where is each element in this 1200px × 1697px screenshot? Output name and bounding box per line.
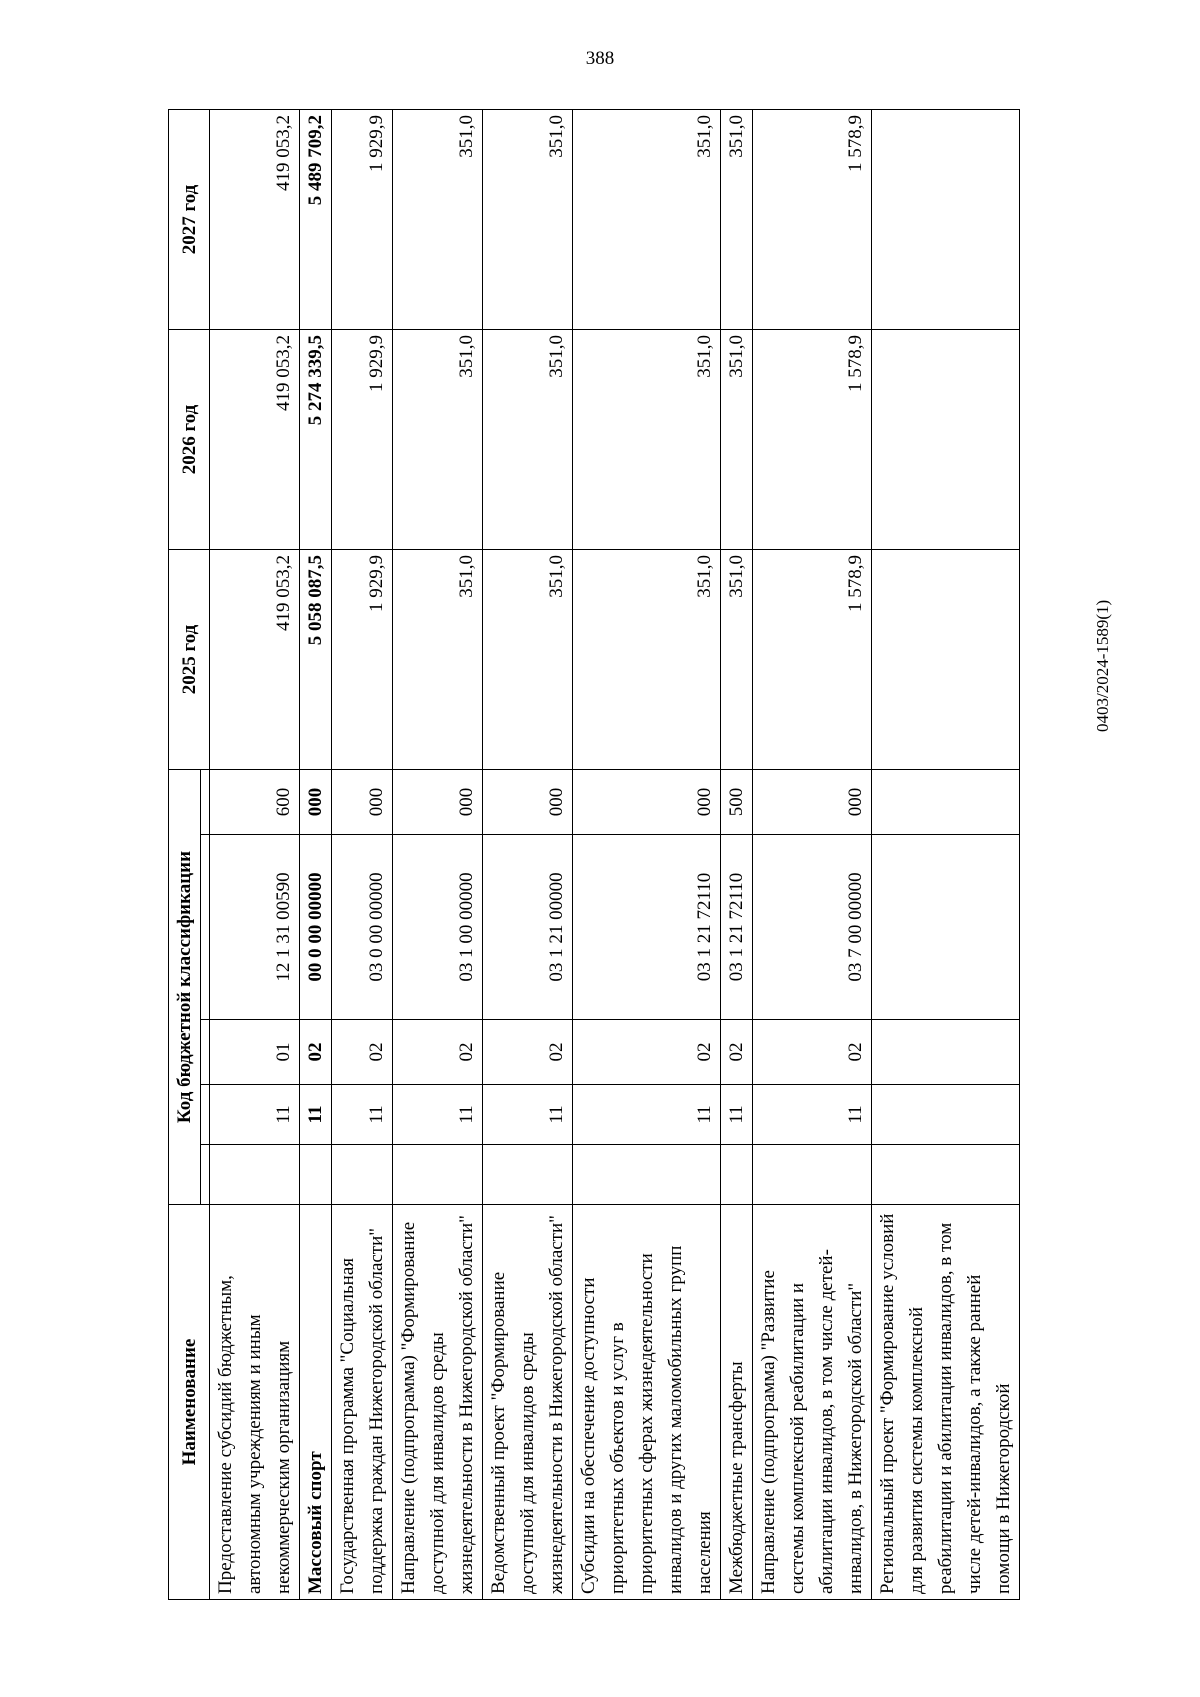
row-rz: 11 bbox=[210, 1085, 300, 1145]
row-csr bbox=[872, 835, 1020, 1020]
header-2027: 2027 год bbox=[169, 109, 210, 329]
row-csr: 03 7 00 00000 bbox=[753, 835, 872, 1020]
row-empty-cell bbox=[872, 1145, 1020, 1205]
row-vr bbox=[872, 769, 1020, 834]
table-row bbox=[753, 109, 872, 1599]
row-vr: 600 bbox=[210, 769, 300, 834]
row-empty-cell bbox=[483, 1145, 573, 1205]
row-rz: 11 bbox=[300, 1085, 332, 1145]
row-name: Предоставление субсидий бюджетным, автономным учреждениям и иным некоммерческим организациям bbox=[210, 1205, 300, 1600]
row-vr: 000 bbox=[300, 769, 332, 834]
row-pr bbox=[872, 1020, 1020, 1085]
row-2027: 419 053,2 bbox=[210, 109, 300, 329]
row-2027 bbox=[872, 109, 1020, 329]
row-2027: 351,0 bbox=[573, 109, 721, 329]
row-2025: 351,0 bbox=[721, 549, 753, 769]
table-row bbox=[573, 109, 721, 1599]
row-2026: 351,0 bbox=[393, 329, 483, 549]
row-pr: 01 bbox=[210, 1020, 300, 1085]
row-pr: 02 bbox=[393, 1020, 483, 1085]
row-name: Ведомственный проект "Формирование доступной для инвалидов среды жизнедеятельности в Нижегородской области" bbox=[483, 1205, 573, 1600]
row-name: Массовый спорт bbox=[300, 1205, 332, 1600]
table-row bbox=[872, 109, 1020, 1599]
row-pr: 02 bbox=[300, 1020, 332, 1085]
row-empty-cell bbox=[393, 1145, 483, 1205]
row-empty-cell bbox=[573, 1145, 721, 1205]
row-2027: 351,0 bbox=[483, 109, 573, 329]
page-number: 388 bbox=[585, 48, 615, 69]
row-2027: 351,0 bbox=[721, 109, 753, 329]
row-empty-cell bbox=[753, 1145, 872, 1205]
row-2026: 5 274 339,5 bbox=[300, 329, 332, 549]
table-row bbox=[393, 109, 483, 1599]
row-2026: 351,0 bbox=[573, 329, 721, 549]
row-name: Региональный проект "Формирование условий для развития системы комплексной реабилитации и абилитации инвалидов, в том числе детей-инвалидов, а также ранней помощи в Нижегородской bbox=[872, 1205, 1020, 1600]
row-csr: 03 1 21 00000 bbox=[483, 835, 573, 1020]
table-row bbox=[332, 109, 393, 1599]
row-2025: 419 053,2 bbox=[210, 549, 300, 769]
row-2025 bbox=[872, 549, 1020, 769]
row-empty-cell bbox=[721, 1145, 753, 1205]
row-2025: 1 578,9 bbox=[753, 549, 872, 769]
row-csr: 03 1 21 72110 bbox=[573, 835, 721, 1020]
header-name: Наименование bbox=[169, 1205, 210, 1600]
document-id-container bbox=[1093, 112, 1115, 732]
row-pr: 02 bbox=[721, 1020, 753, 1085]
row-vr: 000 bbox=[483, 769, 573, 834]
row-name: Государственная программа "Социальная поддержка граждан Нижегородской области" bbox=[332, 1205, 393, 1600]
row-2026: 419 053,2 bbox=[210, 329, 300, 549]
row-name: Направление (подпрограмма) "Развитие системы комплексной реабилитации и абилитации инвалидов, в том числе детей-инвалидов, в Нижегородской области" bbox=[753, 1205, 872, 1600]
row-2026: 351,0 bbox=[483, 329, 573, 549]
row-pr: 02 bbox=[753, 1020, 872, 1085]
row-csr: 03 1 00 00000 bbox=[393, 835, 483, 1020]
row-rz: 11 bbox=[483, 1085, 573, 1145]
row-rz: 11 bbox=[753, 1085, 872, 1145]
row-2026 bbox=[872, 329, 1020, 549]
row-empty-cell bbox=[210, 1145, 300, 1205]
row-2027: 351,0 bbox=[393, 109, 483, 329]
row-2027: 1 578,9 bbox=[753, 109, 872, 329]
row-pr: 02 bbox=[332, 1020, 393, 1085]
row-rz: 11 bbox=[573, 1085, 721, 1145]
row-csr: 12 1 31 00590 bbox=[210, 835, 300, 1020]
row-pr: 02 bbox=[483, 1020, 573, 1085]
row-vr: 000 bbox=[332, 769, 393, 834]
document-id: 0403/2024-1589(1) bbox=[1093, 599, 1112, 732]
table-row bbox=[721, 109, 753, 1599]
table-row bbox=[483, 109, 573, 1599]
row-2025: 351,0 bbox=[573, 549, 721, 769]
row-2026: 1 929,9 bbox=[332, 329, 393, 549]
row-2025: 351,0 bbox=[483, 549, 573, 769]
row-rz bbox=[872, 1085, 1020, 1145]
row-name: Межбюджетные трансферты bbox=[721, 1205, 753, 1600]
row-2027: 5 489 709,2 bbox=[300, 109, 332, 329]
row-empty-cell bbox=[300, 1145, 332, 1205]
table-row bbox=[300, 109, 332, 1599]
row-2025: 5 058 087,5 bbox=[300, 549, 332, 769]
budget-table bbox=[168, 109, 1020, 1600]
row-csr: 03 0 00 00000 bbox=[332, 835, 393, 1020]
row-rz: 11 bbox=[332, 1085, 393, 1145]
header-code: Код бюджетной классификации bbox=[169, 769, 201, 1204]
row-vr: 000 bbox=[573, 769, 721, 834]
row-vr: 000 bbox=[753, 769, 872, 834]
row-2025: 351,0 bbox=[393, 549, 483, 769]
row-2025: 1 929,9 bbox=[332, 549, 393, 769]
row-csr: 00 0 00 00000 bbox=[300, 835, 332, 1020]
header-2026: 2026 год bbox=[169, 329, 210, 549]
row-csr: 03 1 21 72110 bbox=[721, 835, 753, 1020]
row-2027: 1 929,9 bbox=[332, 109, 393, 329]
row-vr: 500 bbox=[721, 769, 753, 834]
row-2026: 1 578,9 bbox=[753, 329, 872, 549]
row-pr: 02 bbox=[573, 1020, 721, 1085]
row-name: Субсидии на обеспечение доступности приоритетных объектов и услуг в приоритетных сферах жизнедеятельности инвалидов и других маломобильных групп населения bbox=[573, 1205, 721, 1600]
row-rz: 11 bbox=[721, 1085, 753, 1145]
row-vr: 000 bbox=[393, 769, 483, 834]
row-2026: 351,0 bbox=[721, 329, 753, 549]
rotated-table-container bbox=[168, 110, 1014, 1600]
row-rz: 11 bbox=[393, 1085, 483, 1145]
row-name: Направление (подпрограмма) "Формирование доступной для инвалидов среды жизнедеятельности в Нижегородской области" bbox=[393, 1205, 483, 1600]
table-row bbox=[210, 109, 300, 1599]
row-empty-cell bbox=[332, 1145, 393, 1205]
header-2025: 2025 год bbox=[169, 549, 210, 769]
